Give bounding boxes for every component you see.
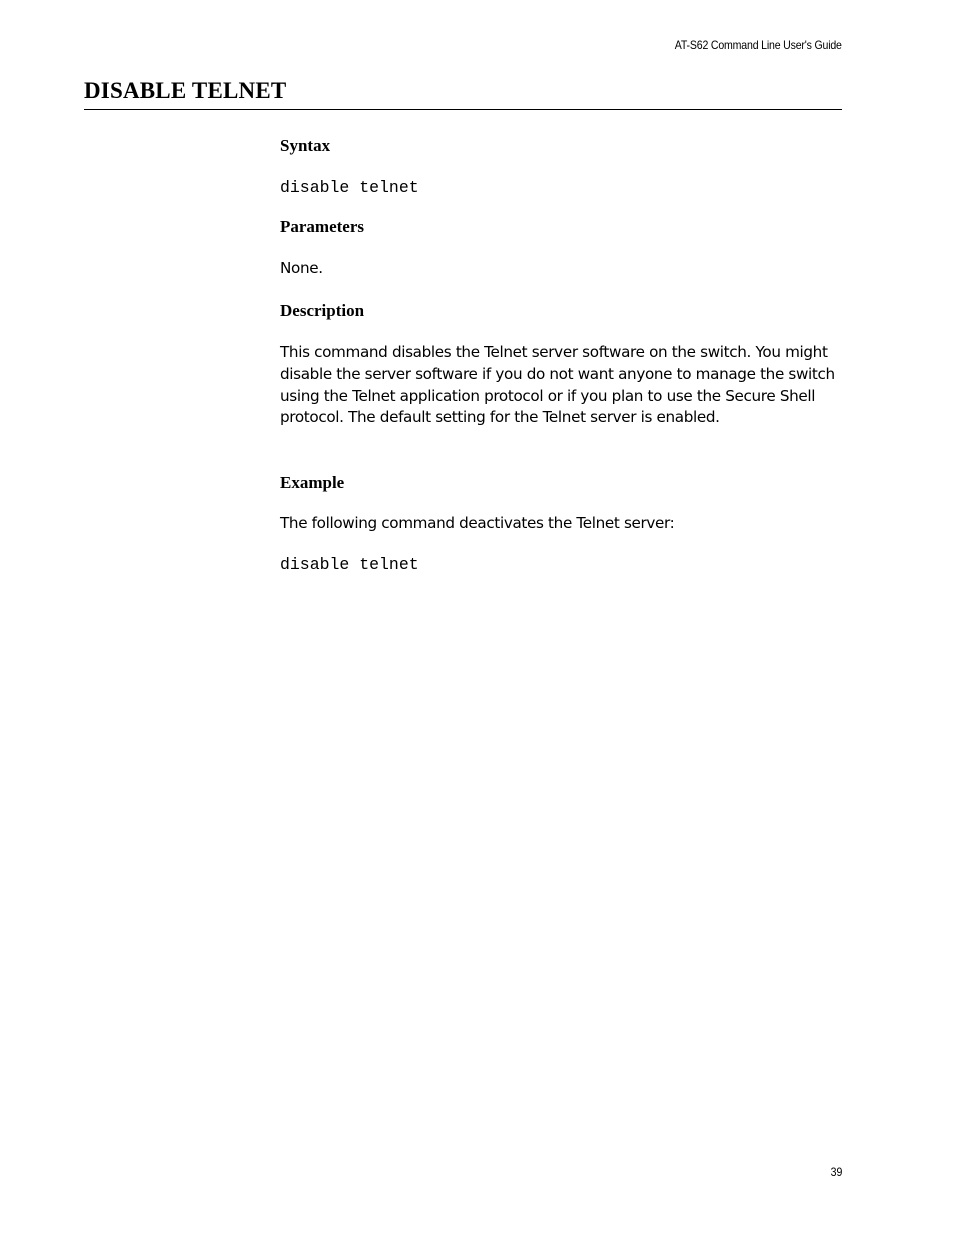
running-header: AT-S62 Command Line User's Guide <box>675 38 842 52</box>
example-heading: Example <box>280 473 345 492</box>
page-number: 39 <box>830 1165 842 1179</box>
parameters-text: None. <box>280 259 323 277</box>
example-code: disable telnet <box>280 555 419 574</box>
syntax-code: disable telnet <box>280 178 419 197</box>
description-text: This command disables the Telnet server software on the switch. You might disable the server software if you do not want anyone to manage the switch using the Telnet application protocol or if you plan to use the Secure Shell protocol. The default setting for the Telnet server is enabled. <box>280 343 835 427</box>
parameters-heading: Parameters <box>280 217 365 236</box>
syntax-heading: Syntax <box>280 136 331 155</box>
title-rule <box>84 109 842 110</box>
example-text: The following command deactivates the Telnet server: <box>280 514 675 532</box>
page-title: DISABLE TELNET <box>84 78 287 103</box>
description-heading: Description <box>280 301 365 320</box>
